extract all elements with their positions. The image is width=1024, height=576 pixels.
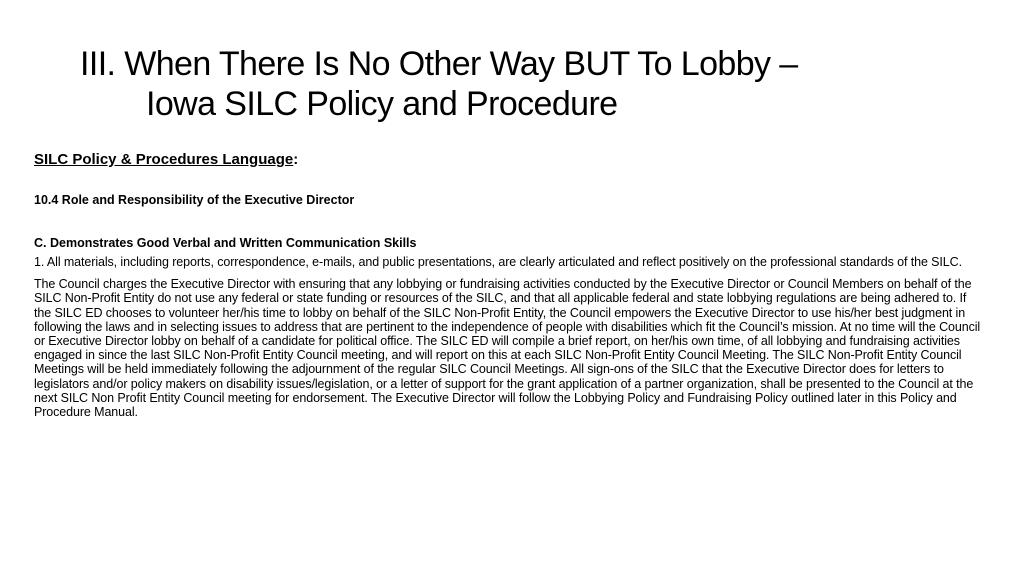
- slide-body: [34, 150, 984, 427]
- paragraph-1: 1. All materials, including reports, correspondence, e-mails, and public presentations, are clearly articulated and reflect positively on the professional standards of the SILC.: [34, 255, 962, 269]
- section-heading-colon: :: [293, 151, 299, 168]
- section-heading: [34, 150, 984, 170]
- title-line-2: Iowa SILC Policy and Procedure: [146, 85, 618, 123]
- section-number-heading: 10.4 Role and Responsibility of the Executive Director: [34, 193, 355, 207]
- section-heading-text: SILC Policy & Procedures Language: [34, 151, 294, 168]
- paragraph-2: The Council charges the Executive Director with ensuring that any lobbying or fundraising activities conducted by the Executive Director or Council Members on behalf of the SILC Non-Profit Entity do not use any federal or state funding or resources of the SILC, and that all applicable federal and state lobbying regulations are being adhered to. If the SILC ED chooses to volunteer her/his time to lobby on behalf of the SILC Non-Profit Entity, the Council empowers the Executive Director to use his/her best judgment in following the laws and in selecting issues to address that are pertinent to the independence of people with disabilities which fit the Council’s mission. At no time will the Council or Executive Director lobby on behalf of a candidate for political office. The SILC ED will compile a brief report, on her/his own time, of all lobbying and fundraising activities engaged in since the last SILC Non-Profit Entity Council meeting, and will report on this at each SILC Non-Profit Entity Council Meeting. The SILC Non-Profit Entity Council Meetings will be held immediately following the adjournment of the regular SILC Council Meetings. All sign-ons of the SILC that the Executive Director does for letters to legislators and/or policy makers on disability issues/legislation, or a letter of support for the grant application of a partner organization, shall be presented to the Council at the next SILC Non Profit Entity Council meeting for endorsement. The Executive Director will follow the Lobbying Policy and Fundraising Policy outlined later in this Policy and Procedure Manual.: [34, 277, 981, 420]
- title-line-1: III. When There Is No Other Way BUT To Lobby –: [80, 45, 798, 83]
- subsection-heading: C. Demonstrates Good Verbal and Written Communication Skills: [34, 236, 417, 250]
- slide-title: [80, 44, 980, 124]
